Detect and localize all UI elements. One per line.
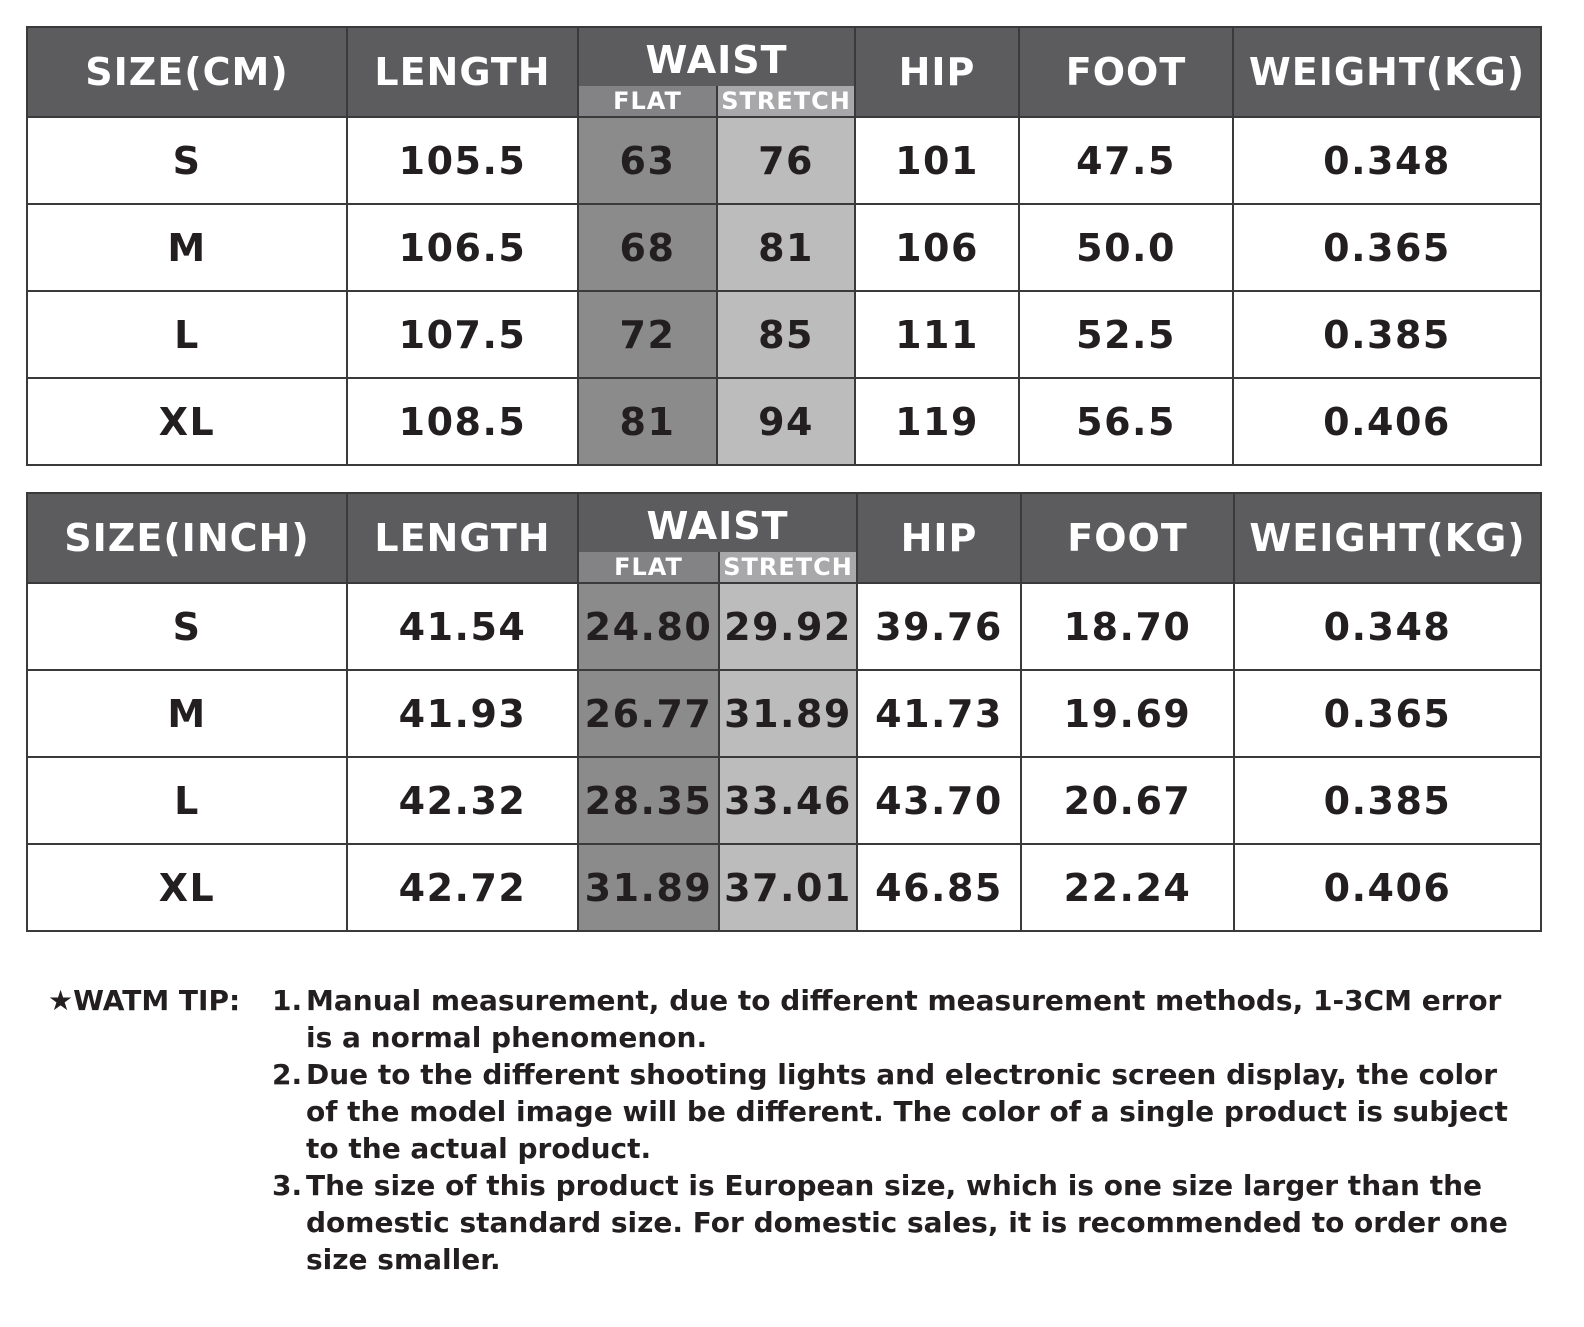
cell-waist-flat: 63: [578, 117, 717, 204]
cell-length: 42.32: [347, 757, 578, 844]
cell-foot: 22.24: [1021, 844, 1234, 931]
cell-hip: 46.85: [857, 844, 1021, 931]
cell-size: S: [27, 583, 347, 670]
table-row: [27, 844, 1541, 931]
cell-foot: 50.0: [1019, 204, 1233, 291]
cell-hip: 111: [855, 291, 1019, 378]
tip-number: 2.: [272, 1058, 303, 1091]
cell-size: XL: [27, 378, 347, 465]
cell-waist-stretch: 37.01: [719, 844, 857, 931]
cell-size: S: [27, 117, 347, 204]
header-hip: HIP: [855, 27, 1019, 117]
header-size: SIZE(INCH): [27, 493, 347, 583]
tip-item: [272, 1167, 1522, 1278]
header-weight: WEIGHT(KG): [1233, 27, 1541, 117]
cell-hip: 39.76: [857, 583, 1021, 670]
tip-item: [272, 982, 1522, 1056]
cell-foot: 52.5: [1019, 291, 1233, 378]
cell-size: M: [27, 670, 347, 757]
cell-hip: 119: [855, 378, 1019, 465]
cell-foot: 47.5: [1019, 117, 1233, 204]
header-length: LENGTH: [347, 27, 578, 117]
tip-number: 1.: [272, 984, 303, 1017]
cell-waist-stretch: 81: [717, 204, 855, 291]
cell-weight: 0.385: [1233, 291, 1541, 378]
tip-label: ★WATM TIP:: [48, 984, 241, 1017]
cell-foot: 56.5: [1019, 378, 1233, 465]
cell-waist-flat: 24.80: [578, 583, 719, 670]
cell-size: L: [27, 291, 347, 378]
cell-length: 105.5: [347, 117, 578, 204]
header-waist-stretch: STRETCH: [717, 86, 855, 117]
cell-waist-stretch: 94: [717, 378, 855, 465]
cell-hip: 41.73: [857, 670, 1021, 757]
header-waist-flat: FLAT: [578, 86, 717, 117]
cell-waist-flat: 81: [578, 378, 717, 465]
cell-weight: 0.348: [1233, 117, 1541, 204]
size-chart-cm-table: [26, 26, 1542, 466]
cell-length: 41.54: [347, 583, 578, 670]
cell-length: 106.5: [347, 204, 578, 291]
cell-hip: 106: [855, 204, 1019, 291]
table-row: [27, 378, 1541, 465]
cell-length: 42.72: [347, 844, 578, 931]
header-waist-stretch: STRETCH: [719, 552, 857, 583]
tip-text: The size of this product is European size, which is one size larger than the domestic standard size. For domestic sales, it is recommended to order one size smaller.: [306, 1169, 1508, 1276]
header-weight: WEIGHT(KG): [1234, 493, 1541, 583]
cell-waist-stretch: 85: [717, 291, 855, 378]
cell-waist-flat: 68: [578, 204, 717, 291]
size-chart-inch-table: [26, 492, 1542, 932]
cell-weight: 0.365: [1234, 670, 1541, 757]
cell-weight: 0.385: [1234, 757, 1541, 844]
cell-size: M: [27, 204, 347, 291]
cell-weight: 0.406: [1233, 378, 1541, 465]
tip-list: [272, 982, 1522, 1278]
cell-foot: 19.69: [1021, 670, 1234, 757]
header-size: SIZE(CM): [27, 27, 347, 117]
cell-waist-stretch: 31.89: [719, 670, 857, 757]
cell-waist-flat: 28.35: [578, 757, 719, 844]
header-waist: WAIST: [578, 27, 855, 86]
table-row: [27, 291, 1541, 378]
table-row: [27, 204, 1541, 291]
cell-waist-flat: 26.77: [578, 670, 719, 757]
table-row: [27, 757, 1541, 844]
header-hip: HIP: [857, 493, 1021, 583]
table-body: [27, 117, 1541, 465]
header-length: LENGTH: [347, 493, 578, 583]
cell-waist-flat: 31.89: [578, 844, 719, 931]
header-waist: WAIST: [578, 493, 857, 552]
cell-weight: 0.348: [1234, 583, 1541, 670]
cell-foot: 18.70: [1021, 583, 1234, 670]
table-row: [27, 583, 1541, 670]
table-row: [27, 117, 1541, 204]
cell-length: 107.5: [347, 291, 578, 378]
cell-hip: 101: [855, 117, 1019, 204]
header-foot: FOOT: [1019, 27, 1233, 117]
cell-foot: 20.67: [1021, 757, 1234, 844]
header-waist-flat: FLAT: [578, 552, 719, 583]
cell-waist-stretch: 33.46: [719, 757, 857, 844]
cell-weight: 0.365: [1233, 204, 1541, 291]
cell-size: L: [27, 757, 347, 844]
tip-number: 3.: [272, 1169, 303, 1202]
tip-item: [272, 1056, 1522, 1167]
cell-length: 41.93: [347, 670, 578, 757]
table-row: [27, 670, 1541, 757]
cell-weight: 0.406: [1234, 844, 1541, 931]
cell-waist-stretch: 76: [717, 117, 855, 204]
cell-size: XL: [27, 844, 347, 931]
cell-hip: 43.70: [857, 757, 1021, 844]
tip-text: Manual measurement, due to different measurement methods, 1-3CM error is a normal phenomenon.: [306, 984, 1502, 1054]
table-body: [27, 583, 1541, 931]
cell-waist-flat: 72: [578, 291, 717, 378]
tip-text: Due to the different shooting lights and electronic screen display, the color of the model image will be different. The color of a single product is subject to the actual product.: [306, 1058, 1508, 1165]
cell-length: 108.5: [347, 378, 578, 465]
cell-waist-stretch: 29.92: [719, 583, 857, 670]
header-foot: FOOT: [1021, 493, 1234, 583]
